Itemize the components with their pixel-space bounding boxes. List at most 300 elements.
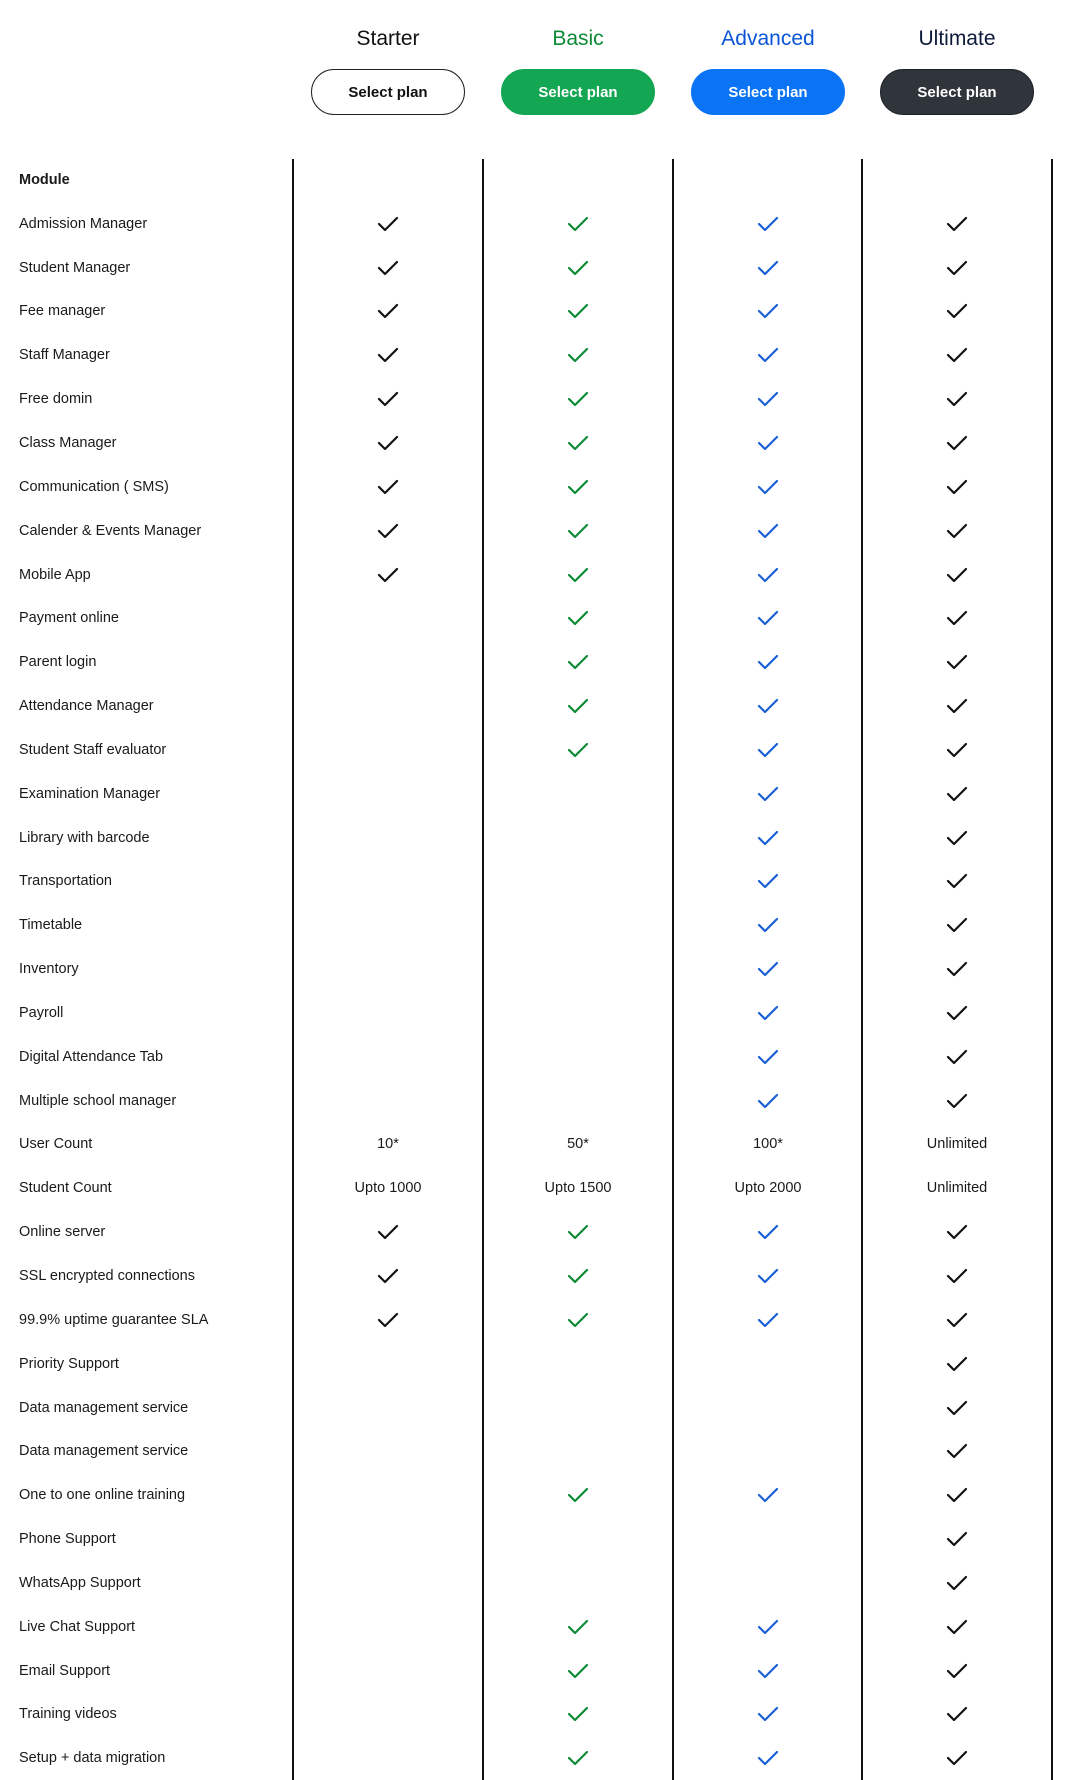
cell-starter — [293, 290, 483, 334]
cell-basic — [483, 1561, 673, 1605]
table-row — [0, 377, 1070, 421]
checkmark-icon — [757, 1706, 779, 1722]
cell-basic — [483, 596, 673, 640]
cell-starter — [293, 1298, 483, 1342]
feature-label: Student Count — [19, 1180, 112, 1197]
checkmark-icon — [946, 1575, 968, 1591]
cell-ultimate — [862, 1473, 1052, 1517]
cell-basic — [483, 1517, 673, 1561]
checkmark-icon — [567, 391, 589, 407]
cell-starter — [293, 1123, 483, 1167]
table-row — [0, 1035, 1070, 1079]
cell-starter — [293, 728, 483, 772]
checkmark-icon — [757, 391, 779, 407]
table-row — [0, 903, 1070, 947]
cell-basic — [483, 1605, 673, 1649]
checkmark-icon — [377, 479, 399, 495]
cell-ultimate — [862, 333, 1052, 377]
cell-ultimate — [862, 1736, 1052, 1780]
checkmark-icon — [946, 479, 968, 495]
table-row — [0, 333, 1070, 377]
feature-label: Admission Manager — [19, 215, 148, 232]
checkmark-icon — [946, 1268, 968, 1284]
table-row — [0, 246, 1070, 290]
checkmark-icon — [946, 1531, 968, 1547]
cell-starter — [293, 465, 483, 509]
cell-ultimate — [862, 947, 1052, 991]
cell-starter — [293, 1693, 483, 1737]
cell-starter — [293, 947, 483, 991]
table-row — [0, 1736, 1070, 1780]
cell-basic — [483, 1210, 673, 1254]
feature-label: SSL encrypted connections — [19, 1268, 195, 1285]
cell-advanced — [673, 1210, 863, 1254]
cell-ultimate — [862, 1079, 1052, 1123]
cell-ultimate — [862, 684, 1052, 728]
table-row — [0, 947, 1070, 991]
cell-ultimate — [862, 1386, 1052, 1430]
checkmark-icon — [757, 347, 779, 363]
cell-basic — [483, 1693, 673, 1737]
cell-advanced — [673, 1561, 863, 1605]
table-row — [0, 421, 1070, 465]
cell-ultimate — [862, 1298, 1052, 1342]
cell-basic — [483, 333, 673, 377]
cell-ultimate — [862, 1342, 1052, 1386]
plan-comparison-table — [0, 158, 1070, 1780]
checkmark-icon — [757, 1312, 779, 1328]
checkmark-icon — [377, 347, 399, 363]
select-plan-button-basic[interactable]: Select plan — [501, 69, 655, 115]
checkmark-icon — [946, 1400, 968, 1416]
checkmark-icon — [567, 303, 589, 319]
table-row — [0, 1123, 1070, 1167]
cell-starter — [293, 1079, 483, 1123]
checkmark-icon — [946, 435, 968, 451]
cell-advanced — [673, 947, 863, 991]
cell-starter — [293, 202, 483, 246]
checkmark-icon — [757, 1619, 779, 1635]
feature-label: Payroll — [19, 1004, 64, 1021]
checkmark-icon — [567, 347, 589, 363]
cell-basic — [483, 202, 673, 246]
checkmark-icon — [757, 654, 779, 670]
checkmark-icon — [946, 303, 968, 319]
cell-starter — [293, 1605, 483, 1649]
cell-ultimate — [862, 1517, 1052, 1561]
checkmark-icon — [377, 216, 399, 232]
table-row — [0, 1649, 1070, 1693]
checkmark-icon — [946, 1224, 968, 1240]
checkmark-icon — [757, 961, 779, 977]
cell-value: Upto 1500 — [544, 1180, 612, 1197]
checkmark-icon — [757, 873, 779, 889]
checkmark-icon — [757, 479, 779, 495]
checkmark-icon — [757, 523, 779, 539]
cell-starter — [293, 816, 483, 860]
checkmark-icon — [567, 523, 589, 539]
cell-advanced — [673, 1517, 863, 1561]
table-row — [0, 1473, 1070, 1517]
checkmark-icon — [567, 1224, 589, 1240]
cell-ultimate — [862, 1123, 1052, 1167]
feature-label: One to one online training — [19, 1487, 186, 1504]
feature-label: Parent login — [19, 654, 97, 671]
checkmark-icon — [567, 216, 589, 232]
cell-advanced — [673, 1473, 863, 1517]
table-row — [0, 860, 1070, 904]
feature-label: Transportation — [19, 873, 112, 890]
cell-basic — [483, 947, 673, 991]
plan-header-ultimate — [862, 0, 1052, 140]
cell-ultimate — [862, 377, 1052, 421]
cell-basic — [483, 640, 673, 684]
checkmark-icon — [567, 654, 589, 670]
cell-basic — [483, 290, 673, 334]
table-row — [0, 684, 1070, 728]
cell-basic — [483, 1386, 673, 1430]
checkmark-icon — [946, 260, 968, 276]
cell-ultimate — [862, 1561, 1052, 1605]
feature-label: Online server — [19, 1224, 106, 1241]
cell-starter — [293, 1561, 483, 1605]
cell-basic — [483, 903, 673, 947]
table-row — [0, 596, 1070, 640]
cell-starter — [293, 246, 483, 290]
cell-starter — [293, 1736, 483, 1780]
checkmark-icon — [377, 523, 399, 539]
cell-advanced — [673, 903, 863, 947]
checkmark-icon — [757, 830, 779, 846]
cell-basic — [483, 509, 673, 553]
cell-ultimate — [862, 553, 1052, 597]
cell-starter — [293, 640, 483, 684]
checkmark-icon — [757, 1268, 779, 1284]
feature-label: Library with barcode — [19, 829, 150, 846]
cell-ultimate — [862, 816, 1052, 860]
cell-basic — [483, 1035, 673, 1079]
cell-advanced — [673, 377, 863, 421]
checkmark-icon — [946, 523, 968, 539]
feature-label: Training videos — [19, 1706, 117, 1723]
cell-basic — [483, 1123, 673, 1167]
feature-label: Payment online — [19, 610, 119, 627]
cell-advanced — [673, 860, 863, 904]
checkmark-icon — [946, 1619, 968, 1635]
cell-basic — [483, 1079, 673, 1123]
checkmark-icon — [946, 698, 968, 714]
plan-title: Advanced — [721, 27, 815, 50]
cell-advanced — [673, 816, 863, 860]
cell-starter — [293, 421, 483, 465]
table-row — [0, 1693, 1070, 1737]
table-row — [0, 1517, 1070, 1561]
feature-label: Free domin — [19, 391, 93, 408]
cell-advanced — [673, 333, 863, 377]
cell-advanced — [673, 684, 863, 728]
cell-basic — [483, 465, 673, 509]
cell-advanced — [673, 1123, 863, 1167]
cell-ultimate — [862, 640, 1052, 684]
checkmark-icon — [567, 1268, 589, 1284]
checkmark-icon — [377, 1224, 399, 1240]
table-header-row — [0, 158, 1070, 202]
checkmark-icon — [567, 1706, 589, 1722]
cell-basic — [483, 684, 673, 728]
cell-advanced — [673, 246, 863, 290]
checkmark-icon — [946, 216, 968, 232]
cell-ultimate — [862, 1254, 1052, 1298]
feature-label: Class Manager — [19, 434, 117, 451]
cell-basic — [483, 246, 673, 290]
cell-ultimate — [862, 509, 1052, 553]
select-plan-button-advanced[interactable]: Select plan — [691, 69, 845, 115]
cell-starter — [293, 596, 483, 640]
checkmark-icon — [946, 830, 968, 846]
feature-label: Timetable — [19, 917, 83, 934]
cell-ultimate — [862, 772, 1052, 816]
cell-advanced — [673, 991, 863, 1035]
checkmark-icon — [567, 610, 589, 626]
select-plan-button-ultimate[interactable]: Select plan — [880, 69, 1034, 115]
cell-basic — [483, 377, 673, 421]
checkmark-icon — [567, 479, 589, 495]
cell-starter — [293, 509, 483, 553]
checkmark-icon — [377, 435, 399, 451]
checkmark-icon — [567, 260, 589, 276]
cell-ultimate — [862, 728, 1052, 772]
feature-label: WhatsApp Support — [19, 1574, 141, 1591]
cell-advanced — [673, 1166, 863, 1210]
checkmark-icon — [377, 260, 399, 276]
feature-label: Inventory — [19, 961, 79, 978]
checkmark-icon — [946, 1093, 968, 1109]
checkmark-icon — [377, 303, 399, 319]
cell-value: 50* — [567, 1136, 589, 1153]
checkmark-icon — [757, 1224, 779, 1240]
cell-ultimate — [862, 1605, 1052, 1649]
cell-advanced — [673, 290, 863, 334]
checkmark-icon — [946, 742, 968, 758]
checkmark-icon — [946, 1487, 968, 1503]
cell-advanced — [673, 421, 863, 465]
cell-ultimate — [862, 1210, 1052, 1254]
table-row — [0, 1561, 1070, 1605]
checkmark-icon — [757, 567, 779, 583]
table-row — [0, 1342, 1070, 1386]
checkmark-icon — [567, 1312, 589, 1328]
cell-ultimate — [862, 1649, 1052, 1693]
feature-label: Staff Manager — [19, 347, 110, 364]
cell-value: Upto 2000 — [734, 1180, 802, 1197]
module-column-header: Module — [19, 171, 70, 188]
table-row — [0, 1429, 1070, 1473]
checkmark-icon — [946, 1356, 968, 1372]
cell-advanced — [673, 728, 863, 772]
checkmark-icon — [757, 303, 779, 319]
checkmark-icon — [757, 1750, 779, 1766]
cell-basic — [483, 728, 673, 772]
cell-starter — [293, 903, 483, 947]
cell-basic — [483, 991, 673, 1035]
cell-starter — [293, 1035, 483, 1079]
checkmark-icon — [946, 961, 968, 977]
cell-advanced — [673, 1079, 863, 1123]
checkmark-icon — [946, 1663, 968, 1679]
cell-ultimate — [862, 596, 1052, 640]
cell-starter — [293, 860, 483, 904]
checkmark-icon — [567, 742, 589, 758]
cell-ultimate — [862, 903, 1052, 947]
checkmark-icon — [567, 1619, 589, 1635]
checkmark-icon — [946, 1750, 968, 1766]
checkmark-icon — [946, 1443, 968, 1459]
cell-starter — [293, 333, 483, 377]
cell-ultimate — [862, 991, 1052, 1035]
cell-ultimate — [862, 465, 1052, 509]
cell-ultimate — [862, 860, 1052, 904]
cell-basic — [483, 772, 673, 816]
cell-basic — [483, 1473, 673, 1517]
cell-starter — [293, 684, 483, 728]
table-row — [0, 290, 1070, 334]
cell-advanced — [673, 640, 863, 684]
cell-starter — [293, 1429, 483, 1473]
feature-label: Student Staff evaluator — [19, 741, 167, 758]
checkmark-icon — [757, 216, 779, 232]
feature-label: User Count — [19, 1136, 93, 1153]
table-row — [0, 202, 1070, 246]
table-row — [0, 1386, 1070, 1430]
cell-ultimate — [862, 1035, 1052, 1079]
cell-advanced — [673, 1035, 863, 1079]
cell-basic — [483, 1342, 673, 1386]
feature-label: Email Support — [19, 1662, 111, 1679]
feature-label: Data management service — [19, 1443, 189, 1460]
cell-advanced — [673, 1429, 863, 1473]
cell-starter — [293, 1517, 483, 1561]
feature-label: Calender & Events Manager — [19, 522, 202, 539]
cell-advanced — [673, 772, 863, 816]
checkmark-icon — [377, 1268, 399, 1284]
cell-starter — [293, 991, 483, 1035]
feature-label: Digital Attendance Tab — [19, 1048, 164, 1065]
checkmark-icon — [377, 1312, 399, 1328]
cell-advanced — [673, 1342, 863, 1386]
cell-advanced — [673, 1254, 863, 1298]
plan-header-starter — [293, 0, 483, 140]
cell-value: 100* — [753, 1136, 783, 1153]
cell-value: Unlimited — [926, 1136, 988, 1153]
table-row — [0, 1166, 1070, 1210]
plan-header-basic — [483, 0, 673, 140]
cell-advanced — [673, 509, 863, 553]
checkmark-icon — [567, 567, 589, 583]
table-row — [0, 1254, 1070, 1298]
checkmark-icon — [567, 435, 589, 451]
checkmark-icon — [946, 786, 968, 802]
cell-basic — [483, 553, 673, 597]
cell-advanced — [673, 596, 863, 640]
plan-title: Basic — [552, 27, 604, 50]
cell-ultimate — [862, 290, 1052, 334]
checkmark-icon — [757, 786, 779, 802]
cell-value: Upto 1000 — [354, 1180, 422, 1197]
cell-advanced — [673, 553, 863, 597]
table-row — [0, 728, 1070, 772]
cell-starter — [293, 553, 483, 597]
cell-ultimate — [862, 1693, 1052, 1737]
table-row — [0, 991, 1070, 1035]
checkmark-icon — [377, 391, 399, 407]
table-row — [0, 772, 1070, 816]
cell-advanced — [673, 1649, 863, 1693]
checkmark-icon — [946, 347, 968, 363]
table-row — [0, 1605, 1070, 1649]
cell-ultimate — [862, 421, 1052, 465]
cell-starter — [293, 1473, 483, 1517]
checkmark-icon — [946, 567, 968, 583]
checkmark-icon — [946, 1706, 968, 1722]
cell-basic — [483, 1254, 673, 1298]
select-plan-button-starter[interactable]: Select plan — [311, 69, 465, 115]
cell-basic — [483, 816, 673, 860]
cell-starter — [293, 1254, 483, 1298]
table-row — [0, 509, 1070, 553]
table-row — [0, 1298, 1070, 1342]
cell-starter — [293, 1649, 483, 1693]
feature-label: Student Manager — [19, 259, 131, 276]
checkmark-icon — [757, 742, 779, 758]
cell-basic — [483, 421, 673, 465]
cell-advanced — [673, 1386, 863, 1430]
cell-basic — [483, 1166, 673, 1210]
cell-basic — [483, 860, 673, 904]
plan-title: Starter — [356, 27, 420, 50]
checkmark-icon — [946, 1005, 968, 1021]
cell-starter — [293, 1210, 483, 1254]
checkmark-icon — [377, 567, 399, 583]
feature-label: Attendance Manager — [19, 698, 154, 715]
checkmark-icon — [757, 1005, 779, 1021]
checkmark-icon — [757, 260, 779, 276]
feature-label: Live Chat Support — [19, 1618, 136, 1635]
feature-label: Multiple school manager — [19, 1092, 177, 1109]
cell-advanced — [673, 1693, 863, 1737]
checkmark-icon — [757, 1093, 779, 1109]
table-row — [0, 816, 1070, 860]
feature-label: 99.9% uptime guarantee SLA — [19, 1311, 209, 1328]
cell-advanced — [673, 1298, 863, 1342]
feature-label: Data management service — [19, 1399, 189, 1416]
checkmark-icon — [757, 610, 779, 626]
cell-value: Unlimited — [926, 1180, 988, 1197]
checkmark-icon — [567, 698, 589, 714]
cell-starter — [293, 1342, 483, 1386]
cell-advanced — [673, 465, 863, 509]
cell-starter — [293, 377, 483, 421]
cell-basic — [483, 1736, 673, 1780]
feature-label: Fee manager — [19, 303, 106, 320]
checkmark-icon — [946, 917, 968, 933]
cell-advanced — [673, 202, 863, 246]
feature-label: Mobile App — [19, 566, 91, 583]
checkmark-icon — [567, 1487, 589, 1503]
cell-starter — [293, 1166, 483, 1210]
table-row — [0, 1079, 1070, 1123]
table-row — [0, 553, 1070, 597]
cell-basic — [483, 1298, 673, 1342]
